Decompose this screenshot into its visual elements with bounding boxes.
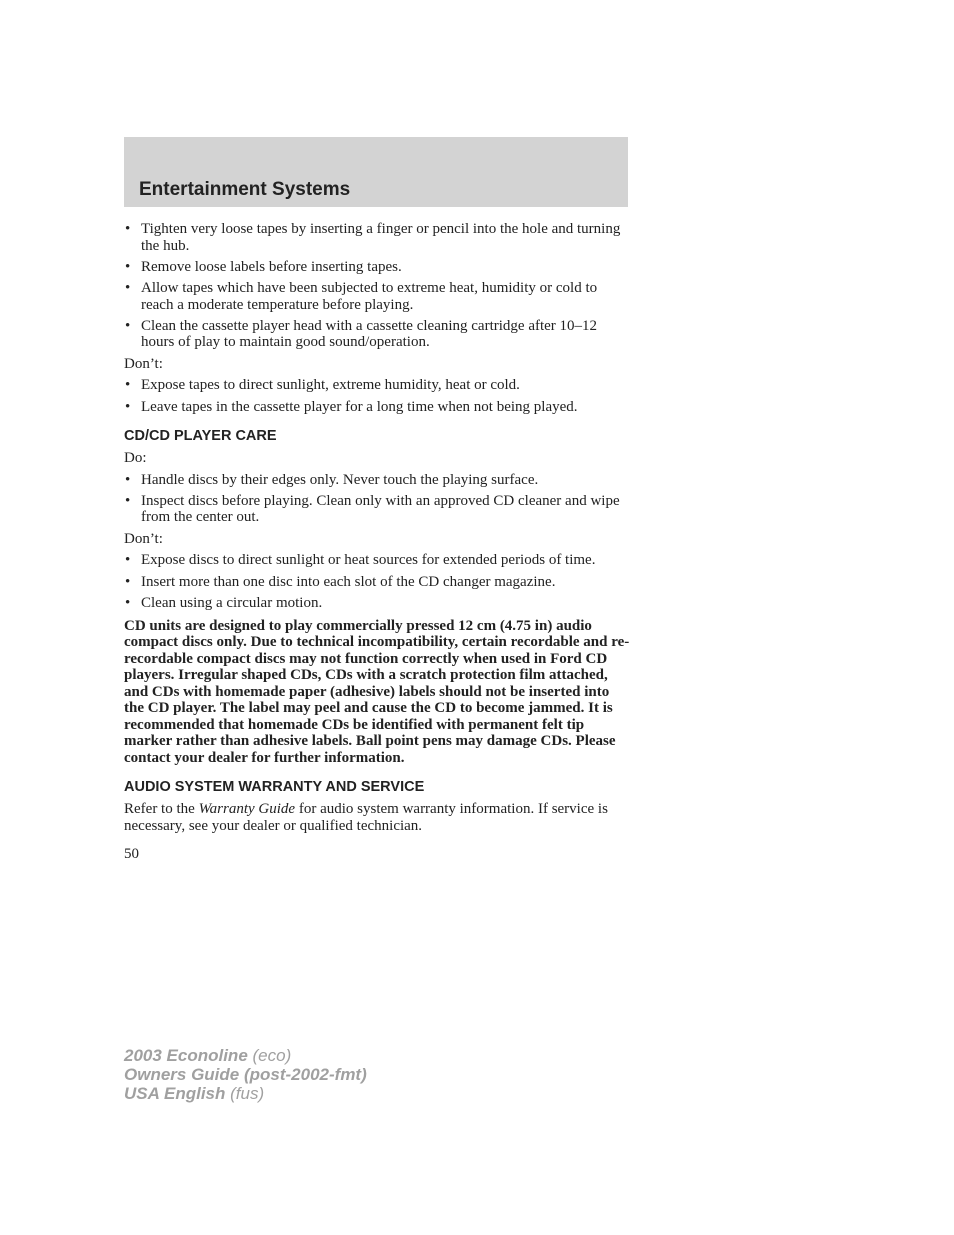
- cd-dont-list: [124, 552, 630, 611]
- list-item: • Clean the cassette player head with a cassette cleaning cartridge after 10–12 hours of play to maintain good sound/operation.: [124, 318, 630, 351]
- warranty-text-after: for audio system warranty information. If service is necessary, see your dealer or qualified technician.: [124, 801, 608, 834]
- list-item: • Leave tapes in the cassette player for a long time when not being played.: [124, 399, 630, 416]
- warranty-heading: AUDIO SYSTEM WARRANTY AND SERVICE: [124, 779, 425, 796]
- tape-do-list: [124, 221, 630, 351]
- dont-label: Don’t:: [124, 530, 163, 547]
- tape-dont-list: [124, 377, 630, 415]
- section-title: Entertainment Systems: [139, 179, 351, 200]
- footer-language-code: (fus): [225, 1084, 265, 1103]
- page-number: 50: [124, 846, 139, 863]
- footer-model-code: (eco): [247, 1046, 292, 1065]
- list-item: • Handle discs by their edges only. Never touch the playing surface.: [124, 472, 630, 489]
- list-item: • Remove loose labels before inserting tapes.: [124, 259, 630, 276]
- warranty-paragraph: [124, 801, 630, 834]
- list-item: • Allow tapes which have been subjected to extreme heat, humidity or cold to reach a moderate temperature before playing.: [124, 280, 630, 313]
- cd-warning-paragraph: CD units are designed to play commercially pressed 12 cm (4.75 in) audio compact discs only. Due to technical incompatibility, certain recordable and re-recordable compact discs may not function correctly when used in Ford CD players. Irregular shaped CDs, CDs with a scratch protection film attached, and CDs with homemade paper (adhesive) labels should not be inserted into the CD player. The label may peel and cause the CD to become jammed. It is recommended that homemade CDs be identified with permanent felt tip marker rather than adhesive labels. Ball point pens may damage CDs. Please contact your dealer for further information.: [124, 617, 630, 766]
- list-item: • Clean using a circular motion.: [124, 595, 630, 612]
- cd-do-list: [124, 472, 630, 526]
- footer-line-guide: [124, 1065, 367, 1084]
- warranty-text-before: Refer to the: [124, 801, 199, 818]
- document-footer: [124, 1046, 367, 1103]
- list-item: • Inspect discs before playing. Clean only with an approved CD cleaner and wipe from the center out.: [124, 493, 630, 526]
- list-item: • Insert more than one disc into each slot of the CD changer magazine.: [124, 574, 630, 591]
- list-item: • Expose discs to direct sunlight or heat sources for extended periods of time.: [124, 552, 630, 569]
- list-item: • Expose tapes to direct sunlight, extreme humidity, heat or cold.: [124, 377, 630, 394]
- footer-language: USA English: [124, 1084, 226, 1103]
- footer-line-language: [124, 1084, 367, 1103]
- page-content: [124, 221, 630, 868]
- footer-guide: Owners Guide (post-2002-fmt): [124, 1065, 367, 1084]
- warranty-guide-title: Warranty Guide: [198, 801, 296, 818]
- do-label: Do:: [124, 450, 147, 467]
- dont-label: Don’t:: [124, 355, 163, 372]
- footer-line-model: [124, 1046, 367, 1065]
- list-item: • Tighten very loose tapes by inserting a finger or pencil into the hole and turning the hub.: [124, 221, 630, 254]
- cd-care-heading: CD/CD PLAYER CARE: [124, 428, 277, 445]
- footer-model: 2003 Econoline: [124, 1046, 248, 1065]
